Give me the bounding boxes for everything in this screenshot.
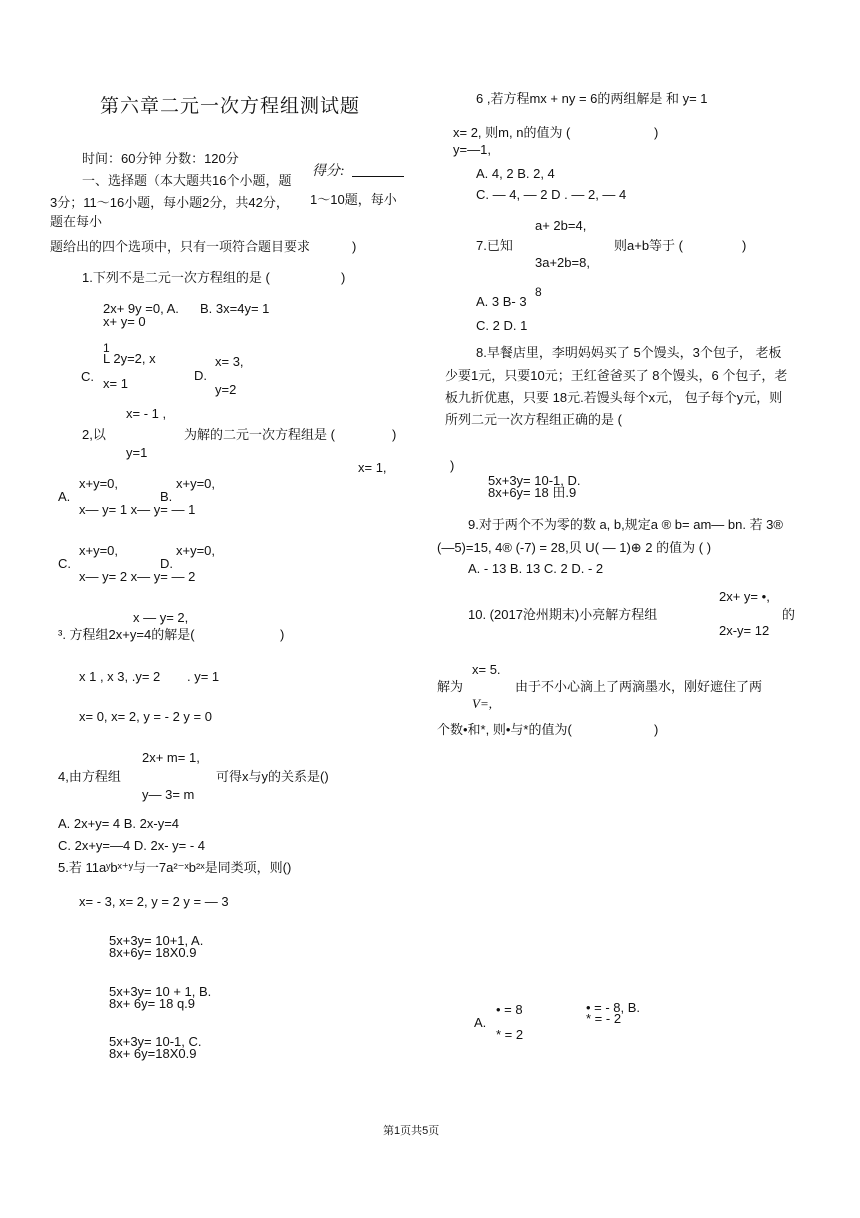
q2-x-value: x= - 1 , bbox=[126, 406, 167, 421]
q4-stem-a: 4,由方程组 bbox=[58, 769, 121, 784]
q7-equation-bottom: 3a+2b=8, bbox=[535, 255, 590, 270]
q3-option-row1: x 1 , x 3, .y= 2 bbox=[79, 669, 161, 684]
time-score-info: 时间：60分钟 分数：120分 bbox=[82, 151, 239, 166]
q2-option-c-top: x+y=0, bbox=[79, 543, 119, 558]
q7-fraction-top: 8 bbox=[535, 285, 542, 299]
q1-stem: 1.下列不是二元一次方程组的是 ( bbox=[82, 270, 270, 285]
q9-line1: 9.对于两个不为零的数 a, b,规定a ® b= am— bn. 若 3® bbox=[468, 517, 783, 532]
q10-line2-b: 由于不小心滴上了两滴墨水，刚好遮住了两 bbox=[515, 679, 763, 694]
q8-line1: 8.早餐店里，李明妈妈买了 5个馒头，3个包子， 老板 bbox=[476, 345, 782, 360]
q2-option-b-top: x+y=0, bbox=[176, 476, 216, 491]
q9-line2: (—5)=15, 4® (-7) = 28,贝 U( — 1)⊕ 2 的值为 ( ) bbox=[437, 540, 712, 555]
q8-option-d-top: 5x+3y= 10-1, D. bbox=[488, 473, 581, 488]
q10-line2-a: 解为 bbox=[437, 679, 464, 694]
q2-option-c-label: C. bbox=[58, 556, 71, 571]
q6-options-cd: C. — 4, — 2 D . — 2, — 4 bbox=[476, 187, 627, 202]
section-instructions-line2: 3分；11〜16小题，每小题2分，共42分， bbox=[50, 195, 289, 210]
page-number: 第1页共5页 bbox=[383, 1125, 440, 1137]
q2-y-value: y=1 bbox=[126, 445, 148, 460]
q10-stem-end: 的 bbox=[782, 607, 796, 622]
q2-option-d-label: D. bbox=[160, 556, 173, 571]
q8-option-c-bottom: 8x+ 6y=18X0.9 bbox=[109, 1046, 197, 1061]
q2-option-d-top: x+y=0, bbox=[176, 543, 216, 558]
q10-line3: 个数•和*, 则•与*的值为( bbox=[437, 722, 572, 737]
q9-options: A. - 13 B. 13 C. 2 D. - 2 bbox=[468, 561, 604, 576]
section-instructions-line3: 题在每小 bbox=[50, 214, 103, 229]
score-label: 得分: bbox=[312, 164, 345, 179]
q4-stem-b: 可得x与y的关系是() bbox=[216, 769, 329, 784]
q4-options-ab: A. 2x+y= 4 B. 2x-y=4 bbox=[58, 816, 180, 831]
q10-equation-top: 2x+ y= •, bbox=[719, 589, 770, 604]
q3-stem-close: ) bbox=[280, 627, 285, 642]
q1-option-c-one: 1 bbox=[103, 341, 110, 355]
q6-stem: 6 ,若方程mx + ny = 6的两组解是 和 y= 1 bbox=[476, 91, 708, 106]
q3-option-row2: x= 0, x= 2, y = - 2 y = 0 bbox=[79, 709, 212, 724]
q8-option-d-bottom: 8x+6y= 18 田.9 bbox=[488, 485, 577, 500]
q2-option-a-label: A. bbox=[58, 489, 71, 504]
section-instructions-line1-right: 1〜10题，每小 bbox=[310, 192, 397, 207]
q10-option-a-bottom: * = 2 bbox=[496, 1027, 524, 1042]
q3-option-row1b: . y= 1 bbox=[187, 669, 220, 684]
q8-option-b-top: 5x+3y= 10 + 1, B. bbox=[109, 984, 212, 999]
q10-option-a-top: • = 8 bbox=[496, 1002, 523, 1017]
q1-option-d-bottom: y=2 bbox=[215, 382, 237, 397]
q1-option-a-top: 2x+ 9y =0, A. bbox=[103, 301, 179, 316]
q4-options-cd: C. 2x+y=—4 D. 2x- y= - 4 bbox=[58, 838, 206, 853]
q7-stem-close: ) bbox=[742, 238, 747, 253]
q2-stem-a: 2,以 bbox=[82, 427, 106, 442]
q10-option-b-bottom: * = - 2 bbox=[586, 1011, 622, 1026]
q8-line4: 所列二元一次方程组正确的是 ( bbox=[445, 412, 622, 427]
q10-option-a-label: A. bbox=[474, 1015, 487, 1030]
q8-line2: 少要1元，只要10元；王红爸爸买了 8个馒头，6 个包子，老 bbox=[445, 368, 788, 383]
q1-option-c-top: L 2y=2, x bbox=[103, 351, 156, 366]
q2-option-b-label: B. bbox=[160, 489, 173, 504]
q1-option-b: B. 3x=4y= 1 bbox=[200, 301, 270, 316]
q10-equation-bottom: 2x-y= 12 bbox=[719, 623, 770, 638]
q4-equation-top: 2x+ m= 1, bbox=[142, 750, 200, 765]
q7-options-cd: C. 2 D. 1 bbox=[476, 318, 528, 333]
q5-stem: 5.若 11aʸbˣ⁺ʸ与一7a²⁻ˣb²ˣ是同类项，则() bbox=[58, 860, 292, 875]
q10-solution-x: x= 5. bbox=[472, 662, 501, 677]
q1-option-a-bottom: x+ y= 0 bbox=[103, 314, 146, 329]
q8-option-a-top: 5x+3y= 10+1, A. bbox=[109, 933, 204, 948]
q10-solution-y: V=, bbox=[472, 696, 492, 711]
section-instructions-line4: 题给出的四个选项中，只有一项符合题目要求 bbox=[50, 239, 311, 254]
q4-equation-bottom: y— 3= m bbox=[142, 787, 195, 802]
q3-equation-top: x — y= 2, bbox=[133, 610, 189, 625]
q2-option-ab-bottom: x— y= 1 x— y= — 1 bbox=[79, 502, 196, 517]
page-title: 第六章二元一次方程组测试题 bbox=[100, 95, 361, 117]
q6-x2-line: x= 2, 则m, n的值为 ( bbox=[453, 125, 571, 140]
q10-option-b-top: • = - 8, B. bbox=[586, 1000, 641, 1015]
q8-option-a-bottom: 8x+6y= 18X0.9 bbox=[109, 945, 197, 960]
q8-close: ) bbox=[450, 458, 455, 473]
q6-x2-close: ) bbox=[654, 125, 659, 140]
q8-line3: 板九折优惠，只要 18元.若馒头每个x元， 包子每个y元，则 bbox=[445, 390, 783, 405]
q3-stem: ³. 方程组2x+y=4的解是( bbox=[58, 627, 195, 642]
q5-options: x= - 3, x= 2, y = 2 y = — 3 bbox=[79, 894, 229, 909]
q8-option-b-bottom: 8x+ 6y= 18 q.9 bbox=[109, 996, 196, 1011]
section-instructions-line1: 一、选择题（本大题共16个小题，题 bbox=[82, 173, 292, 188]
q2-x1: x= 1, bbox=[358, 460, 387, 475]
q2-option-a-top: x+y=0, bbox=[79, 476, 119, 491]
q7-stem-b: 则a+b等于 ( bbox=[614, 238, 683, 253]
q7-stem-a: 7.已知 bbox=[476, 238, 513, 253]
q10-stem: 10. (2017沧州期末)小亮解方程组 bbox=[468, 607, 658, 622]
section-instructions-paren: ) bbox=[352, 239, 357, 254]
q1-option-c-label: C. bbox=[81, 369, 94, 384]
q1-option-c-bottom: x= 1 bbox=[103, 376, 128, 391]
q2-stem-close: ) bbox=[392, 427, 397, 442]
q2-stem-b: 为解的二元一次方程组是 ( bbox=[184, 427, 335, 442]
score-blank-line bbox=[352, 176, 404, 177]
q6-options-ab: A. 4, 2 B. 2, 4 bbox=[476, 166, 555, 181]
q1-option-d-label: D. bbox=[194, 368, 207, 383]
q7-equation-top: a+ 2b=4, bbox=[535, 218, 587, 233]
q8-option-c-top: 5x+3y= 10-1, C. bbox=[109, 1034, 202, 1049]
q6-y-value: y=—1, bbox=[453, 142, 491, 157]
q7-options-ab: A. 3 B- 3 bbox=[476, 294, 527, 309]
q10-line3-close: ) bbox=[654, 722, 659, 737]
q2-option-cd-bottom: x— y= 2 x— y= — 2 bbox=[79, 569, 196, 584]
q1-stem-close: ) bbox=[341, 270, 346, 285]
q1-option-d-top: x= 3, bbox=[215, 354, 244, 369]
